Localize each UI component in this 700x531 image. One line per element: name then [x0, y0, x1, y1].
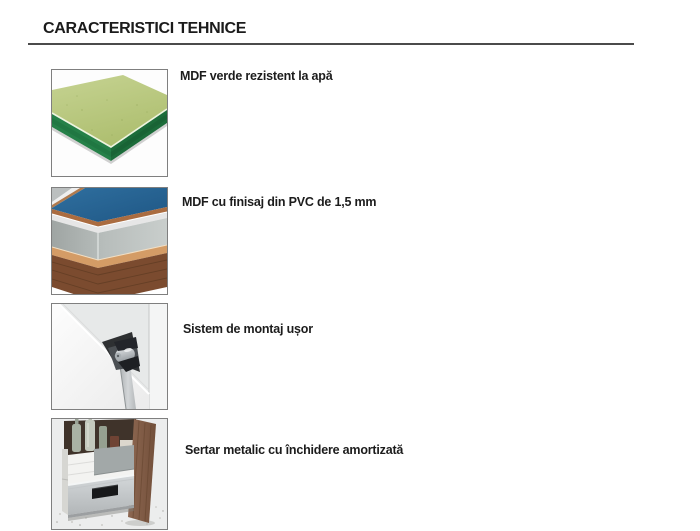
pvc-edge-corner-illustration: [52, 188, 167, 294]
easy-mount-bracket-image: [51, 303, 168, 410]
feature-label: MDF cu finisaj din PVC de 1,5 mm: [182, 195, 377, 209]
easy-mount-bracket-illustration: [52, 304, 167, 409]
green-mdf-board-image: [51, 69, 168, 177]
green-mdf-board-illustration: [52, 70, 167, 176]
feature-label: Sertar metalic cu închidere amortizată: [185, 443, 404, 457]
soft-close-metal-drawer-image: [51, 418, 168, 530]
title-divider: [28, 43, 634, 45]
pvc-edge-corner-image: [51, 187, 168, 295]
page-title: CARACTERISTICI TEHNICE: [43, 20, 247, 37]
feature-label: MDF verde rezistent la apă: [180, 69, 333, 83]
feature-label: Sistem de montaj ușor: [183, 322, 313, 336]
soft-close-metal-drawer-illustration: [52, 419, 167, 529]
